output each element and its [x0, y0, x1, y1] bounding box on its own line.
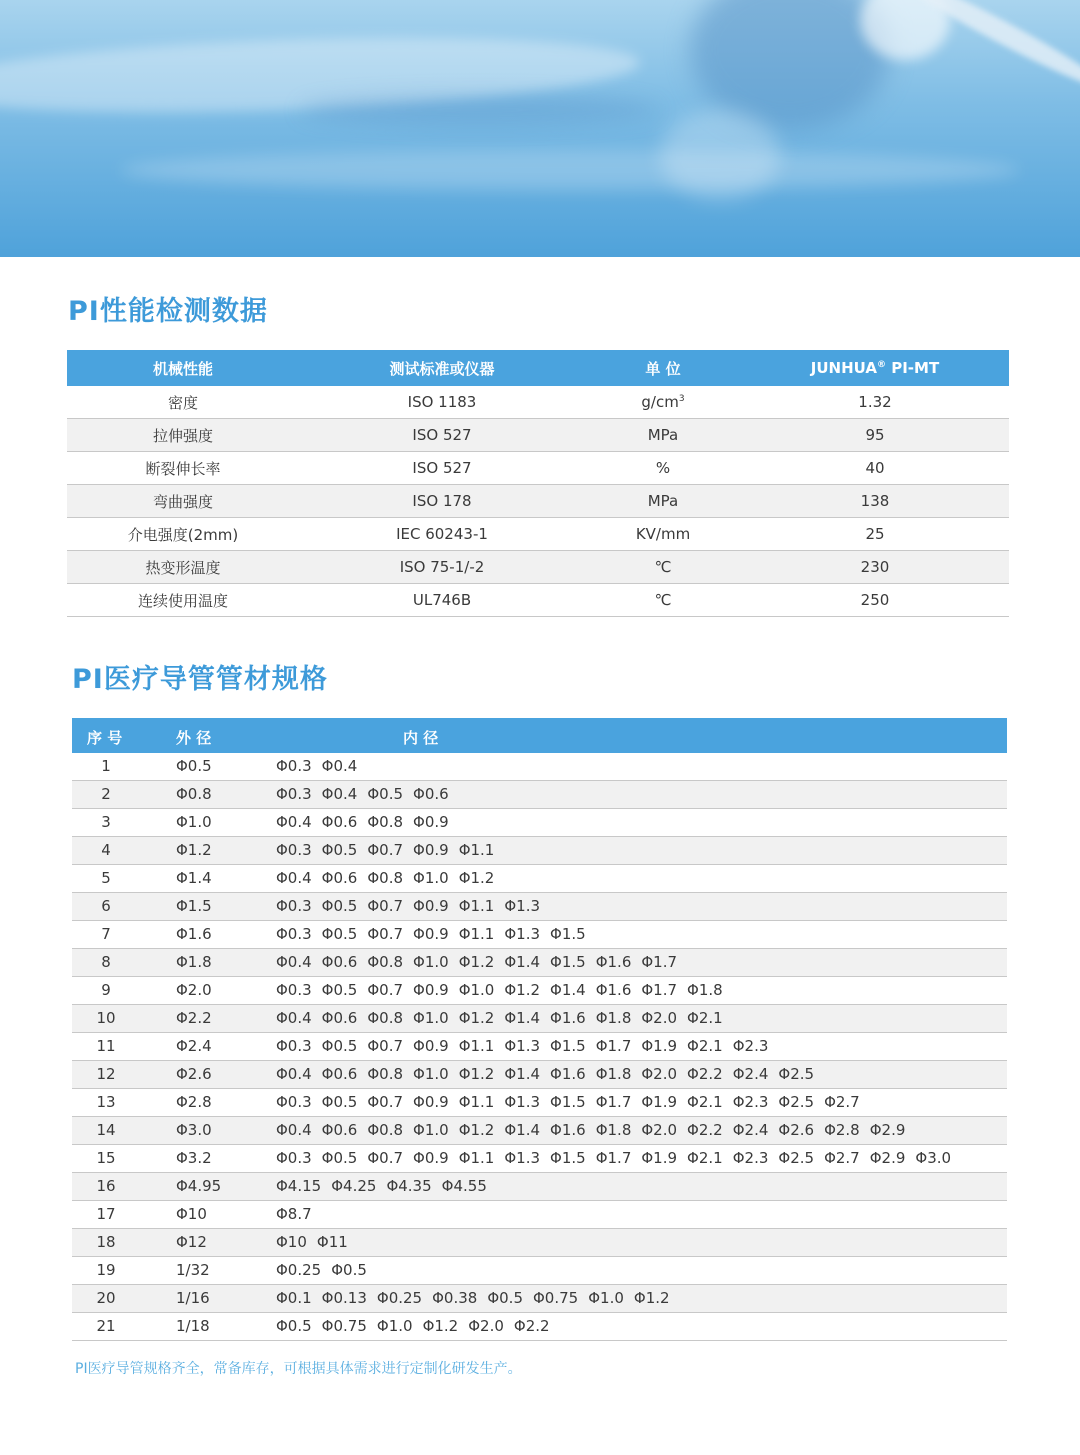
outer-diameter: Φ1.5 [176, 897, 212, 915]
property-name: 弯曲强度 [152, 492, 213, 511]
inner-diameter: Φ0.5 [367, 785, 404, 803]
inner-diameters [276, 1037, 778, 1055]
row-number: 19 [96, 1261, 116, 1279]
spec-row [72, 1285, 1007, 1313]
inner-diameter: Φ4.35 [386, 1177, 432, 1195]
inner-diameters [276, 785, 459, 803]
spec-row [72, 921, 1007, 949]
inner-diameters [276, 897, 550, 915]
spec-row [72, 809, 1007, 837]
inner-diameter: Φ1.0 [588, 1289, 624, 1307]
unit: MPa [647, 426, 679, 444]
inner-diameter: Φ1.4 [550, 981, 586, 999]
inner-diameter: Φ1.0 [413, 1121, 449, 1139]
inner-diameter: Φ0.6 [413, 785, 449, 803]
inner-diameters [276, 1261, 377, 1279]
inner-diameter: Φ1.2 [504, 981, 541, 999]
outer-diameter: Φ1.6 [176, 925, 212, 943]
inner-diameters [276, 1317, 560, 1335]
performance-row [67, 452, 1009, 485]
spec-row [72, 1257, 1007, 1285]
inner-diameter: Φ0.7 [367, 981, 404, 999]
inner-diameter: Φ1.6 [595, 981, 632, 999]
test-standard: ISO 527 [412, 426, 472, 444]
inner-diameter: Φ2.1 [687, 1093, 723, 1111]
inner-diameter: Φ0.3 [276, 841, 312, 859]
row-number: 5 [101, 869, 111, 887]
inner-diameters [276, 1065, 824, 1083]
inner-diameter: Φ0.5 [321, 1037, 358, 1055]
row-number: 4 [101, 841, 111, 859]
inner-diameter: Φ0.8 [367, 1121, 404, 1139]
header-standard: 测试标准或仪器 [389, 359, 495, 378]
test-standard: ISO 1183 [407, 393, 477, 411]
inner-diameter: Φ0.4 [276, 869, 312, 887]
property-name: 介电强度(2mm) [127, 525, 239, 544]
inner-diameter: Φ1.3 [504, 1037, 541, 1055]
spec-row [72, 1117, 1007, 1145]
inner-diameter: Φ11 [316, 1233, 348, 1251]
inner-diameter: Φ0.7 [367, 1149, 404, 1167]
inner-diameters [276, 1009, 733, 1027]
unit: % [655, 459, 671, 477]
inner-diameter: Φ2.2 [687, 1065, 723, 1083]
unit: $g/cm^3$ [641, 393, 685, 411]
inner-diameter: Φ0.8 [367, 813, 404, 831]
test-standard: ISO 75-1/-2 [399, 558, 485, 576]
inner-diameter: Φ3.0 [915, 1149, 952, 1167]
value: 230 [860, 558, 890, 576]
inner-diameter: Φ1.3 [504, 1149, 541, 1167]
section-title-performance: PI性能检测数据 [68, 296, 268, 327]
header-grade: PI-MT [886, 359, 940, 377]
inner-diameters [276, 1289, 680, 1307]
inner-diameter: Φ1.0 [376, 1317, 413, 1335]
inner-diameter: Φ0.7 [367, 925, 404, 943]
inner-diameter: Φ0.4 [321, 785, 358, 803]
inner-diameters [276, 925, 596, 943]
inner-diameter: Φ0.7 [367, 897, 404, 915]
inner-diameter: Φ0.3 [276, 1037, 312, 1055]
inner-diameter: Φ1.7 [641, 981, 678, 999]
inner-diameter: Φ1.7 [641, 953, 678, 971]
performance-row [67, 485, 1009, 518]
inner-diameter: Φ2.3 [732, 1093, 769, 1111]
inner-diameters [276, 813, 459, 831]
performance-row [67, 419, 1009, 452]
inner-diameter: Φ0.6 [321, 1121, 358, 1139]
outer-diameter: Φ0.5 [176, 757, 212, 775]
header-no: 序 号 [87, 729, 123, 747]
performance-row [67, 551, 1009, 584]
spec-row [72, 753, 1007, 781]
inner-diameter: Φ1.5 [550, 953, 586, 971]
inner-diameter: Φ0.9 [413, 1149, 449, 1167]
test-standard: ISO 178 [412, 492, 472, 510]
row-number: 13 [96, 1093, 116, 1111]
inner-diameter: Φ2.5 [778, 1093, 815, 1111]
header-unit: 单 位 [645, 359, 681, 378]
inner-diameter: Φ2.0 [468, 1317, 504, 1335]
inner-diameter: Φ4.15 [276, 1177, 322, 1195]
header-id: 内 径 [403, 729, 439, 747]
inner-diameter: Φ1.1 [458, 841, 495, 859]
value: 250 [860, 591, 890, 609]
inner-diameter: Φ0.8 [367, 869, 404, 887]
inner-diameter: Φ0.3 [276, 757, 312, 775]
inner-diameter: Φ2.5 [778, 1065, 815, 1083]
outer-diameter: Φ2.8 [176, 1093, 212, 1111]
value: 95 [865, 426, 885, 444]
spec-row [72, 1173, 1007, 1201]
inner-diameter: Φ1.0 [413, 1009, 449, 1027]
inner-diameter: Φ1.0 [458, 981, 495, 999]
inner-diameter: Φ0.3 [276, 925, 312, 943]
row-number: 6 [101, 897, 111, 915]
outer-diameter: Φ3.2 [176, 1149, 212, 1167]
inner-diameter: Φ2.1 [687, 1149, 723, 1167]
inner-diameter: Φ1.1 [458, 1093, 495, 1111]
inner-diameter: Φ1.8 [595, 1065, 632, 1083]
spec-row [72, 1005, 1007, 1033]
inner-diameter: Φ0.6 [321, 1009, 358, 1027]
property-name: 密度 [167, 393, 198, 412]
inner-diameter: Φ0.9 [413, 1093, 449, 1111]
inner-diameter: Φ0.8 [367, 1065, 404, 1083]
outer-diameter: Φ2.0 [176, 981, 212, 999]
inner-diameter: Φ2.2 [687, 1121, 723, 1139]
row-number: 20 [96, 1289, 116, 1307]
inner-diameter: Φ0.7 [367, 841, 404, 859]
hero-banner-image [0, 0, 1080, 257]
inner-diameter: Φ4.25 [331, 1177, 377, 1195]
inner-diameter: Φ1.2 [633, 1289, 670, 1307]
inner-diameter: Φ0.3 [276, 981, 312, 999]
inner-diameter: Φ0.4 [276, 1065, 312, 1083]
inner-diameters [276, 953, 687, 971]
outer-diameter: Φ1.8 [176, 953, 212, 971]
inner-diameter: Φ2.3 [732, 1149, 769, 1167]
test-standard: IEC 60243-1 [396, 525, 488, 543]
inner-diameters [276, 1205, 322, 1223]
inner-diameter: Φ0.75 [321, 1317, 367, 1335]
inner-diameter: Φ1.2 [458, 1009, 495, 1027]
inner-diameter: Φ1.5 [550, 1093, 586, 1111]
outer-diameter: Φ2.4 [176, 1037, 212, 1055]
unit: KV/mm [635, 525, 691, 543]
inner-diameter: Φ2.7 [824, 1093, 860, 1111]
inner-diameter: Φ0.5 [321, 981, 358, 999]
inner-diameter: Φ0.4 [276, 953, 312, 971]
inner-diameter: Φ0.9 [413, 813, 449, 831]
performance-row [67, 386, 1009, 419]
inner-diameter: Φ1.7 [595, 1093, 632, 1111]
row-number: 3 [101, 813, 111, 831]
value: 40 [865, 459, 885, 477]
row-number: 15 [96, 1149, 116, 1167]
performance-row [67, 584, 1009, 617]
inner-diameter: Φ1.0 [413, 953, 449, 971]
inner-diameter: Φ1.8 [595, 1121, 632, 1139]
inner-diameter: Φ1.9 [641, 1037, 678, 1055]
inner-diameter: Φ10 [276, 1233, 307, 1251]
inner-diameter: Φ2.1 [687, 1037, 723, 1055]
inner-diameter: Φ1.4 [504, 1065, 541, 1083]
inner-diameter: Φ0.3 [276, 785, 312, 803]
inner-diameter: Φ1.9 [641, 1093, 678, 1111]
outer-diameter: Φ0.8 [176, 785, 212, 803]
spec-row [72, 1201, 1007, 1229]
outer-diameter: 1/18 [176, 1317, 210, 1335]
inner-diameter: Φ0.6 [321, 813, 358, 831]
inner-diameter: Φ0.3 [276, 1093, 312, 1111]
inner-diameter: Φ0.1 [276, 1289, 312, 1307]
row-number: 14 [96, 1121, 116, 1139]
spec-row [72, 1313, 1007, 1341]
spec-row [72, 1145, 1007, 1173]
outer-diameter: 1/16 [176, 1289, 210, 1307]
inner-diameter: Φ0.9 [413, 981, 449, 999]
inner-diameters [276, 1233, 358, 1251]
inner-diameter: Φ2.0 [641, 1121, 678, 1139]
property-name: 拉伸强度 [152, 426, 213, 445]
spec-row [72, 865, 1007, 893]
inner-diameter: Φ0.5 [321, 1093, 358, 1111]
spec-row [72, 949, 1007, 977]
section-title-specs: PI医疗导管管材规格 [72, 664, 328, 695]
inner-diameter: Φ0.5 [331, 1261, 367, 1279]
row-number: 18 [96, 1233, 116, 1251]
inner-diameter: Φ1.4 [504, 1009, 541, 1027]
row-number: 9 [101, 981, 111, 999]
inner-diameter: Φ0.9 [413, 1037, 449, 1055]
spec-row [72, 893, 1007, 921]
inner-diameter: Φ2.7 [824, 1149, 860, 1167]
property-name: 连续使用温度 [137, 591, 228, 610]
spec-row [72, 1229, 1007, 1257]
row-number: 17 [96, 1205, 116, 1223]
inner-diameters [276, 1121, 915, 1139]
value: 1.32 [858, 393, 892, 411]
unit: MPa [647, 492, 679, 510]
inner-diameter: Φ2.5 [778, 1149, 815, 1167]
outer-diameter: 1/32 [176, 1261, 210, 1279]
inner-diameter: Φ1.2 [458, 869, 495, 887]
footnote: PI医疗导管规格齐全，常备库存，可根据具体需求进行定制化研发生产。 [75, 1361, 522, 1377]
inner-diameter: Φ0.25 [376, 1289, 423, 1307]
inner-diameter: Φ1.7 [595, 1037, 632, 1055]
row-number: 21 [96, 1317, 116, 1335]
value: 25 [865, 525, 885, 543]
inner-diameter: Φ1.1 [458, 1037, 495, 1055]
outer-diameter: Φ4.95 [176, 1177, 222, 1195]
spec-table [72, 718, 1007, 1341]
inner-diameter: Φ1.5 [550, 1149, 586, 1167]
spec-row [72, 1089, 1007, 1117]
inner-diameter: Φ0.8 [367, 953, 404, 971]
inner-diameter: Φ2.9 [869, 1121, 906, 1139]
inner-diameter: Φ0.5 [321, 1149, 358, 1167]
inner-diameter: Φ1.7 [595, 1149, 632, 1167]
inner-diameter: Φ1.8 [687, 981, 723, 999]
inner-diameter: Φ0.25 [276, 1261, 322, 1279]
spec-row [72, 837, 1007, 865]
inner-diameter: Φ1.6 [550, 1121, 586, 1139]
inner-diameters [276, 757, 367, 775]
inner-diameter: Φ2.9 [869, 1149, 906, 1167]
row-number: 12 [96, 1065, 116, 1083]
inner-diameter: Φ1.6 [595, 953, 632, 971]
performance-row [67, 518, 1009, 551]
row-number: 1 [101, 757, 111, 775]
inner-diameter: Φ0.75 [533, 1289, 579, 1307]
outer-diameter: Φ1.0 [176, 813, 212, 831]
row-number: 10 [96, 1009, 116, 1027]
unit: ℃ [654, 591, 672, 609]
inner-diameters [276, 869, 504, 887]
inner-diameter: Φ1.6 [550, 1065, 586, 1083]
spec-row [72, 977, 1007, 1005]
inner-diameter: Φ2.6 [778, 1121, 815, 1139]
spec-row [72, 781, 1007, 809]
inner-diameter: Φ0.6 [321, 869, 358, 887]
row-number: 11 [96, 1037, 116, 1055]
inner-diameter: Φ1.2 [422, 1317, 459, 1335]
property-name: 断裂伸长率 [145, 459, 221, 478]
inner-diameter: Φ1.9 [641, 1149, 678, 1167]
header-product [741, 359, 1009, 377]
inner-diameter: Φ0.9 [413, 841, 449, 859]
inner-diameters [276, 981, 733, 999]
outer-diameter: Φ3.0 [176, 1121, 212, 1139]
inner-diameter: Φ0.4 [276, 1009, 312, 1027]
performance-table-header [67, 350, 1009, 386]
inner-diameter: Φ1.2 [458, 953, 495, 971]
outer-diameter: Φ1.4 [176, 869, 212, 887]
spec-row [72, 1061, 1007, 1089]
outer-diameter: Φ12 [176, 1233, 207, 1251]
inner-diameter: Φ0.5 [321, 897, 358, 915]
unit: ℃ [654, 558, 672, 576]
outer-diameter: Φ1.2 [176, 841, 212, 859]
inner-diameter: Φ0.4 [276, 1121, 312, 1139]
inner-diameter: Φ0.6 [321, 953, 358, 971]
value: 138 [860, 492, 890, 510]
inner-diameter: Φ0.9 [413, 897, 449, 915]
performance-table [67, 350, 1009, 617]
inner-diameter: Φ1.2 [458, 1121, 495, 1139]
inner-diameter: Φ1.5 [550, 925, 586, 943]
row-number: 7 [101, 925, 111, 943]
header-mechanical: 机械性能 [152, 359, 213, 378]
inner-diameter: Φ0.4 [276, 813, 312, 831]
inner-diameter: Φ2.0 [641, 1065, 678, 1083]
inner-diameter: Φ0.5 [276, 1317, 312, 1335]
header-brand: JUNHUA [810, 359, 877, 377]
inner-diameter: Φ2.1 [687, 1009, 723, 1027]
row-number: 2 [101, 785, 111, 803]
inner-diameter: Φ0.7 [367, 1093, 404, 1111]
inner-diameter: Φ0.5 [321, 925, 358, 943]
inner-diameter: Φ1.1 [458, 925, 495, 943]
inner-diameter: Φ2.3 [732, 1037, 769, 1055]
inner-diameter: Φ2.4 [732, 1121, 769, 1139]
spec-row [72, 1033, 1007, 1061]
inner-diameter: Φ1.4 [504, 1121, 541, 1139]
inner-diameter: Φ1.8 [595, 1009, 632, 1027]
inner-diameter: Φ0.38 [432, 1289, 478, 1307]
inner-diameters [276, 1093, 870, 1111]
inner-diameter: Φ0.7 [367, 1037, 404, 1055]
inner-diameter: Φ0.5 [321, 841, 358, 859]
inner-diameter: Φ1.0 [413, 1065, 449, 1083]
inner-diameter: Φ4.55 [441, 1177, 487, 1195]
inner-diameter: Φ0.13 [321, 1289, 367, 1307]
registered-mark: ® [877, 360, 886, 370]
inner-diameters [276, 841, 504, 859]
outer-diameter: Φ2.6 [176, 1065, 212, 1083]
inner-diameter: Φ0.4 [321, 757, 358, 775]
inner-diameter: Φ1.3 [504, 1093, 541, 1111]
inner-diameter: Φ2.4 [732, 1065, 769, 1083]
inner-diameter: Φ0.9 [413, 925, 449, 943]
test-standard: UL746B [412, 591, 472, 609]
inner-diameter: Φ1.6 [550, 1009, 586, 1027]
inner-diameter: Φ0.5 [487, 1289, 523, 1307]
inner-diameter: Φ2.2 [513, 1317, 550, 1335]
inner-diameter: Φ0.6 [321, 1065, 358, 1083]
header-od: 外 径 [176, 729, 212, 747]
property-name: 热变形温度 [145, 558, 221, 577]
inner-diameter: Φ1.3 [504, 925, 541, 943]
inner-diameter: Φ1.1 [458, 1149, 495, 1167]
inner-diameter: Φ0.8 [367, 1009, 404, 1027]
inner-diameter: Φ1.3 [504, 897, 541, 915]
row-number: 8 [101, 953, 111, 971]
inner-diameter: Φ1.2 [458, 1065, 495, 1083]
inner-diameter: Φ8.7 [276, 1205, 312, 1223]
outer-diameter: Φ2.2 [176, 1009, 212, 1027]
outer-diameter: Φ10 [176, 1205, 207, 1223]
inner-diameter: Φ2.0 [641, 1009, 678, 1027]
row-number: 16 [96, 1177, 116, 1195]
inner-diameter: Φ2.8 [824, 1121, 860, 1139]
inner-diameter: Φ0.3 [276, 1149, 312, 1167]
test-standard: ISO 527 [412, 459, 472, 477]
spec-table-header [72, 718, 1007, 753]
inner-diameter: Φ0.3 [276, 897, 312, 915]
inner-diameter: Φ1.0 [413, 869, 449, 887]
inner-diameter: Φ1.4 [504, 953, 541, 971]
inner-diameters [276, 1149, 961, 1167]
inner-diameters [276, 1177, 497, 1195]
inner-diameter: Φ1.1 [458, 897, 495, 915]
inner-diameter: Φ1.5 [550, 1037, 586, 1055]
